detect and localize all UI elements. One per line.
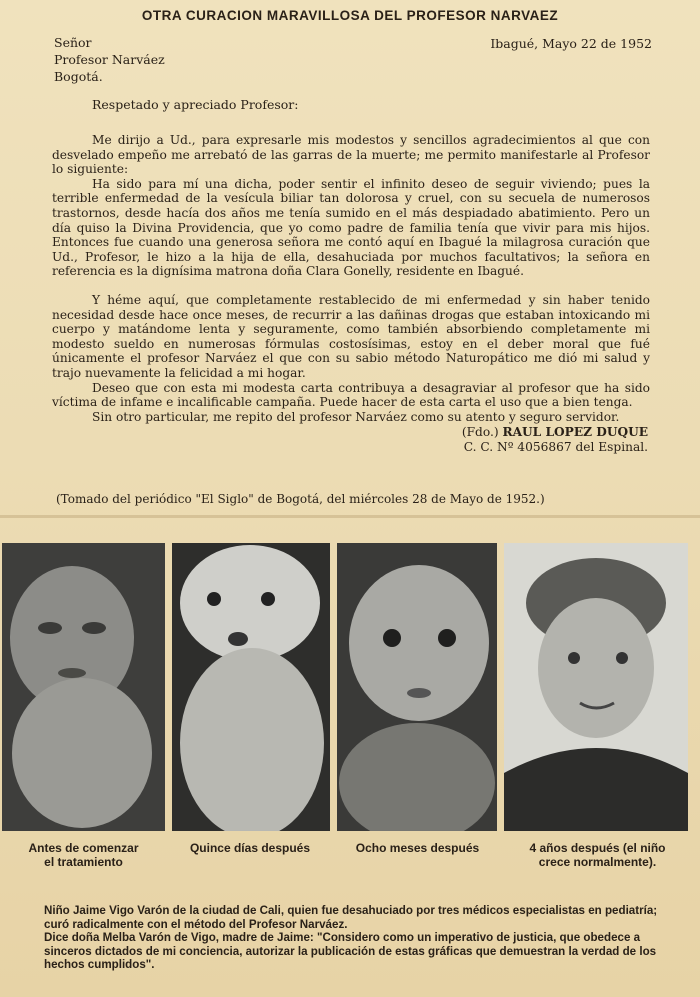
caption-line: el tratamiento [44,855,123,869]
paragraph: Y héme aquí, que completamente restablecido de mi enfermedad y sin haber tenido necesidad desde hace once meses, de recurrir a las dañinas drogas que estaban intoxicando mi cuerpo y matándome lenta y seguramente, como también absorbiendo completamente mi modesto sueldo en numerosas fórmulas costosísimas, estoy en el deber moral que fué únicamente el profesor Narváez el que con su sabio método Naturopático me dió mi salud y trajo nuevamente la felicidad a mi hogar. [52,292,650,380]
caption-line: Antes de comenzar [28,841,139,855]
closing-line: Sin otro particular, me repito del profesor Narváez como su atento y seguro servidor. [92,409,620,424]
footer-paragraph: Dice doña Melba Varón de Vigo, madre de Jaime: "Considero como un imperativo de justicia, que obedece a sinceros dictados de mi conciencia, autorizar la publicación de estas gráficas que demuestran la verdad de los hechos cumplidos". [44,931,657,972]
photo-caption [505,841,690,869]
footer-paragraph: Niño Jaime Vigo Varón de la ciudad de Cali, quien fue desahuciado por tres médicos especialistas en pediatría; curó radicalmente con el método del Profesor Narváez. [44,904,658,931]
letter-body [52,133,650,454]
signature-name: RAUL LOPEZ DUQUE [502,425,648,440]
signature-id: C. C. Nº 4056867 del Espinal. [463,439,648,454]
caption-line: 4 años después (el niño [529,841,666,855]
caption-line: Quince días después [189,841,311,855]
source-note: (Tomado del periódico "El Siglo" de Bogotá, del miércoles 28 de Mayo de 1952.) [56,492,545,506]
photo-four-years [504,543,688,831]
paragraph: Ha sido para mí una dicha, poder sentir el infinito deseo de seguir viviendo; pues la terrible enfermedad de la vesícula biliar tan dolorosa y cruel, con su secuela de numerosos trastornos, desde hacía dos años me tenía sumido en el más despiadado abatimiento. Pero un día quiso la Divina Providencia, que yo como padre de familia tenía que vivir para mis hijos. Entonces fue cuando una generosa señora me contó aquí en Ibagué la milagrosa curación que Ud., Profesor, le hizo a la hija de ella, desahuciada por muchos facultativos; la señora en referencia es la dignísima matrona doña Clara Gonelly, residente en Ibagué. [52,176,650,279]
caption-line: Ocho meses después [355,841,480,855]
headline: OTRA CURACION MARAVILLOSA DEL PROFESOR NARVAEZ [141,8,559,23]
salutation: Respetado y apreciado Profesor: [92,97,299,112]
signature-block [52,425,650,454]
photo-story-text [44,904,664,972]
photo-caption [330,841,505,855]
recipient-address [54,34,165,85]
recipient-line: Señor [54,35,92,50]
photo-caption [160,841,340,855]
signature-prefix: (Fdo.) [461,425,503,440]
paper-fold [0,515,700,518]
caption-line: crece normalmente). [538,855,657,869]
recipient-line: Bogotá. [54,69,103,84]
paragraph: Me dirijo a Ud., para expresarle mis modestos y sencillos agradecimientos al que con desvelado empeño me arrebató de las garras de la muerte; me permito manifestarle al Profesor lo siguiente: [52,133,650,177]
letter-date: Ibagué, Mayo 22 de 1952 [490,36,652,51]
photo-row [0,543,700,869]
photo-fifteen-days [172,543,330,831]
paragraph: Deseo que con esta mi modesta carta contribuya a desagraviar al profesor que ha sido víctima de infame e incalificable campaña. Puede hacer de esta carta el uso que a bien tenga. [52,380,650,410]
photo-eight-months [337,543,497,831]
photo-caption [2,841,165,869]
recipient-line: Profesor Narváez [54,52,165,67]
photo-before-treatment [2,543,165,831]
